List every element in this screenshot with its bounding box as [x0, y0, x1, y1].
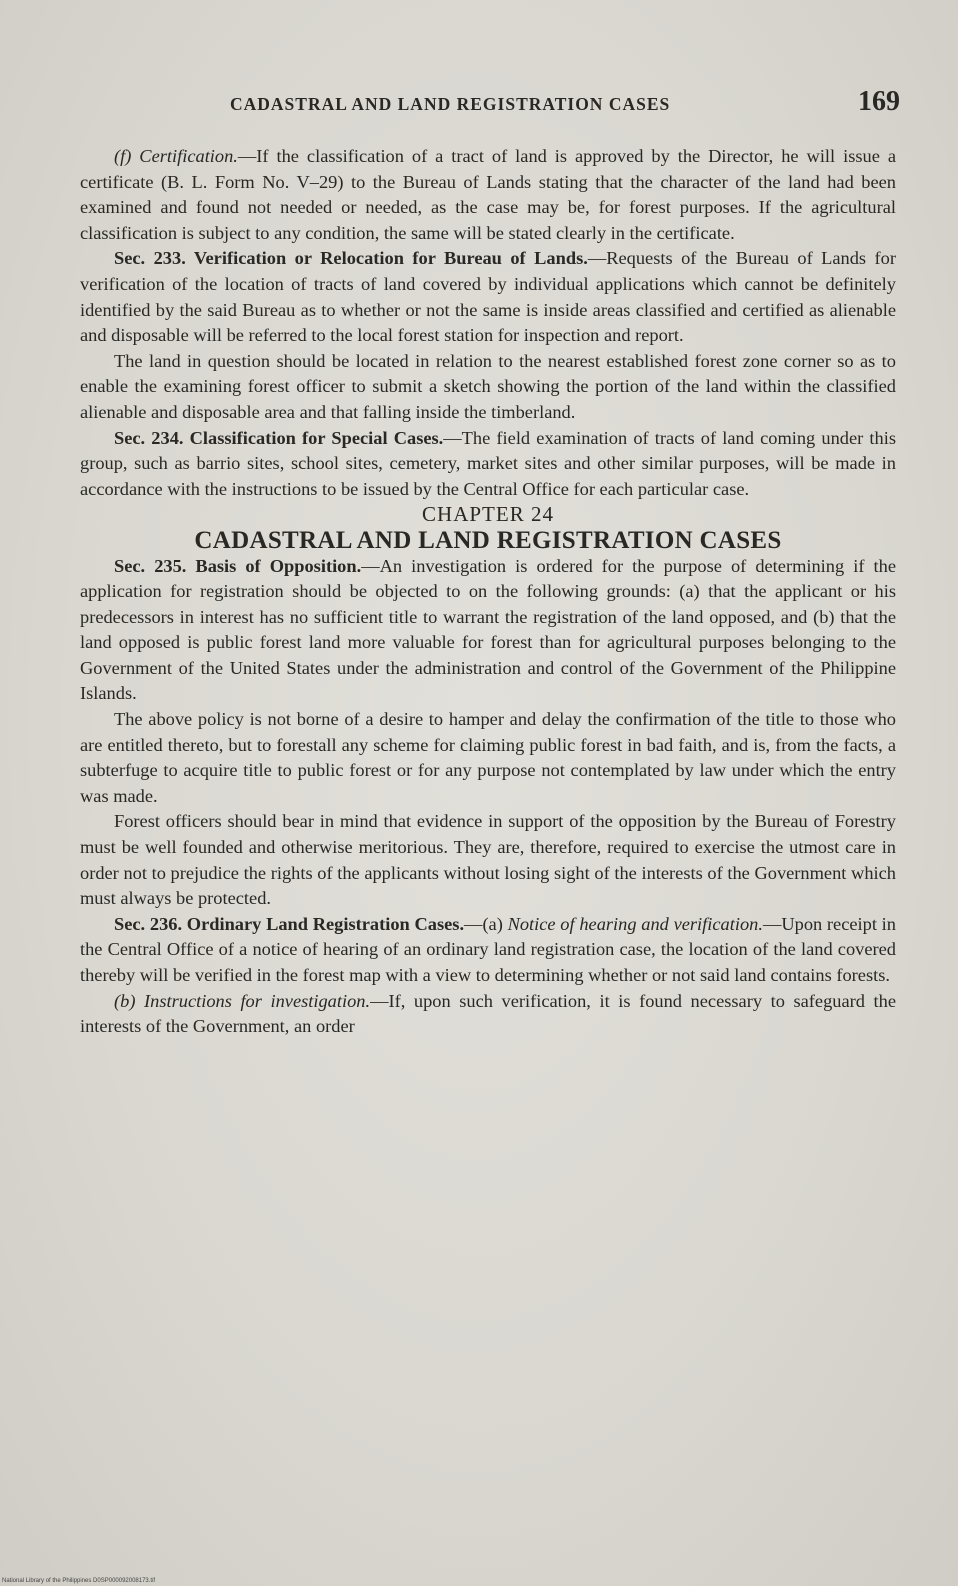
- paragraph-sec-235-officers: [80, 809, 896, 911]
- paragraph-text: —An investigation is ordered for the purpose of determining if the application for registration should be objected to on the following grounds: (a) that the applicant or his predecessors in interest has no sufficient title to warrant the registration of the land opposed, and (b) that the land opposed is public forest land more valuable for forest than for agricultural purposes belonging to the Government of the United States under the administration and control of the Government of the Philippine Islands.: [80, 555, 896, 704]
- paragraph-text: —The field examination of tracts of land coming under this group, such as barrio sites, school sites, cemetery, market sites and other similar purposes, will be made in accordance with the instructions to be issued by the Central Office for each particular case.: [80, 427, 897, 499]
- paragraph-sec-235: [80, 554, 896, 708]
- subsection-lead: Notice of hearing and verification.: [507, 913, 763, 934]
- paragraph-sec-233: [80, 246, 896, 348]
- paragraph-text: —Upon receipt in the Central Office of a notice of hearing of an ordinary land registration case, the location of the land covered thereby will be verified in the forest map with a view to determining whether or not said land contains forests.: [80, 913, 896, 985]
- chapter-label: CHAPTER 24: [422, 502, 554, 527]
- paragraph-sec-234: [80, 426, 896, 503]
- paragraph-text: Forest officers should bear in mind that evidence in support of the opposition by the Bureau of Forestry must be well founded and otherwise meritorious. They are, therefore, required to exercise the utmost care in order not to prejudice the rights of the applicants without losing sight of the interests of the Government which must always be protected.: [80, 811, 896, 909]
- paragraph-sec-235-policy: [80, 707, 896, 809]
- page-header: [80, 86, 900, 128]
- subsection-lead: (f) Certification.: [114, 146, 238, 166]
- section-title: Sec. 236. Ordinary Land Registration Cases.: [114, 913, 465, 934]
- section-title: Sec. 233. Verification or Relocation for Bureau of Lands.: [114, 248, 588, 269]
- scan-footer: National Library of the Philippines D0SP000092008173.tif: [2, 1578, 156, 1584]
- paragraph-sec-233-cont: [80, 349, 896, 426]
- paragraph-text: —Requests of the Bureau of Lands for verification of the location of tracts of land covered by individual applications which cannot be definitely identified by the said Bureau as to whether or not the same is inside areas classified and certified as alienable and disposable will be referred to the local forest station for inspection and report.: [80, 248, 897, 346]
- running-head: CADASTRAL AND LAND REGISTRATION CASES: [230, 94, 671, 114]
- page-body: [80, 144, 896, 1040]
- paragraph-text: The land in question should be located in relation to the nearest established forest zone corner so as to enable the examining forest officer to submit a sketch showing the portion of the land within the classified alienable and disposable area and that falling inside the timberland.: [80, 350, 896, 422]
- subsection-marker: —(a): [464, 913, 508, 934]
- paragraph-instructions: [80, 989, 896, 1040]
- paragraph-text: —If, upon such verification, it is found necessary to safeguard the interests of the Government, an order: [80, 990, 897, 1037]
- subsection-lead: (b) Instructions for investigation.: [114, 990, 371, 1011]
- section-title: Sec. 235. Basis of Opposition.: [114, 555, 362, 576]
- paragraph-sec-236: [80, 912, 896, 989]
- paragraph-text: The above policy is not borne of a desire to hamper and delay the confirmation of the title to those who are entitled thereto, but to forestall any scheme for claiming public forest in bad faith, and is, from the facts, a subterfuge to acquire title to public forest or for any purpose not contemplated by law under which the entry was made.: [80, 709, 896, 806]
- chapter-title: CADASTRAL AND LAND REGISTRATION CASES: [194, 526, 782, 554]
- section-title: Sec. 234. Classification for Special Cases.: [114, 427, 444, 448]
- paragraph-text: —If the classification of a tract of land is approved by the Director, he will issue a certificate (B. L. Form No. V–29) to the Bureau of Lands stating that the character of the land had been examined and found not needed or needed, as the case may be, for forest purposes. If the agricultural classification is subject to any condition, the same will be stated clearly in the certificate.: [80, 146, 897, 243]
- paragraph-certification: [80, 144, 896, 246]
- page-number: 169: [858, 86, 900, 117]
